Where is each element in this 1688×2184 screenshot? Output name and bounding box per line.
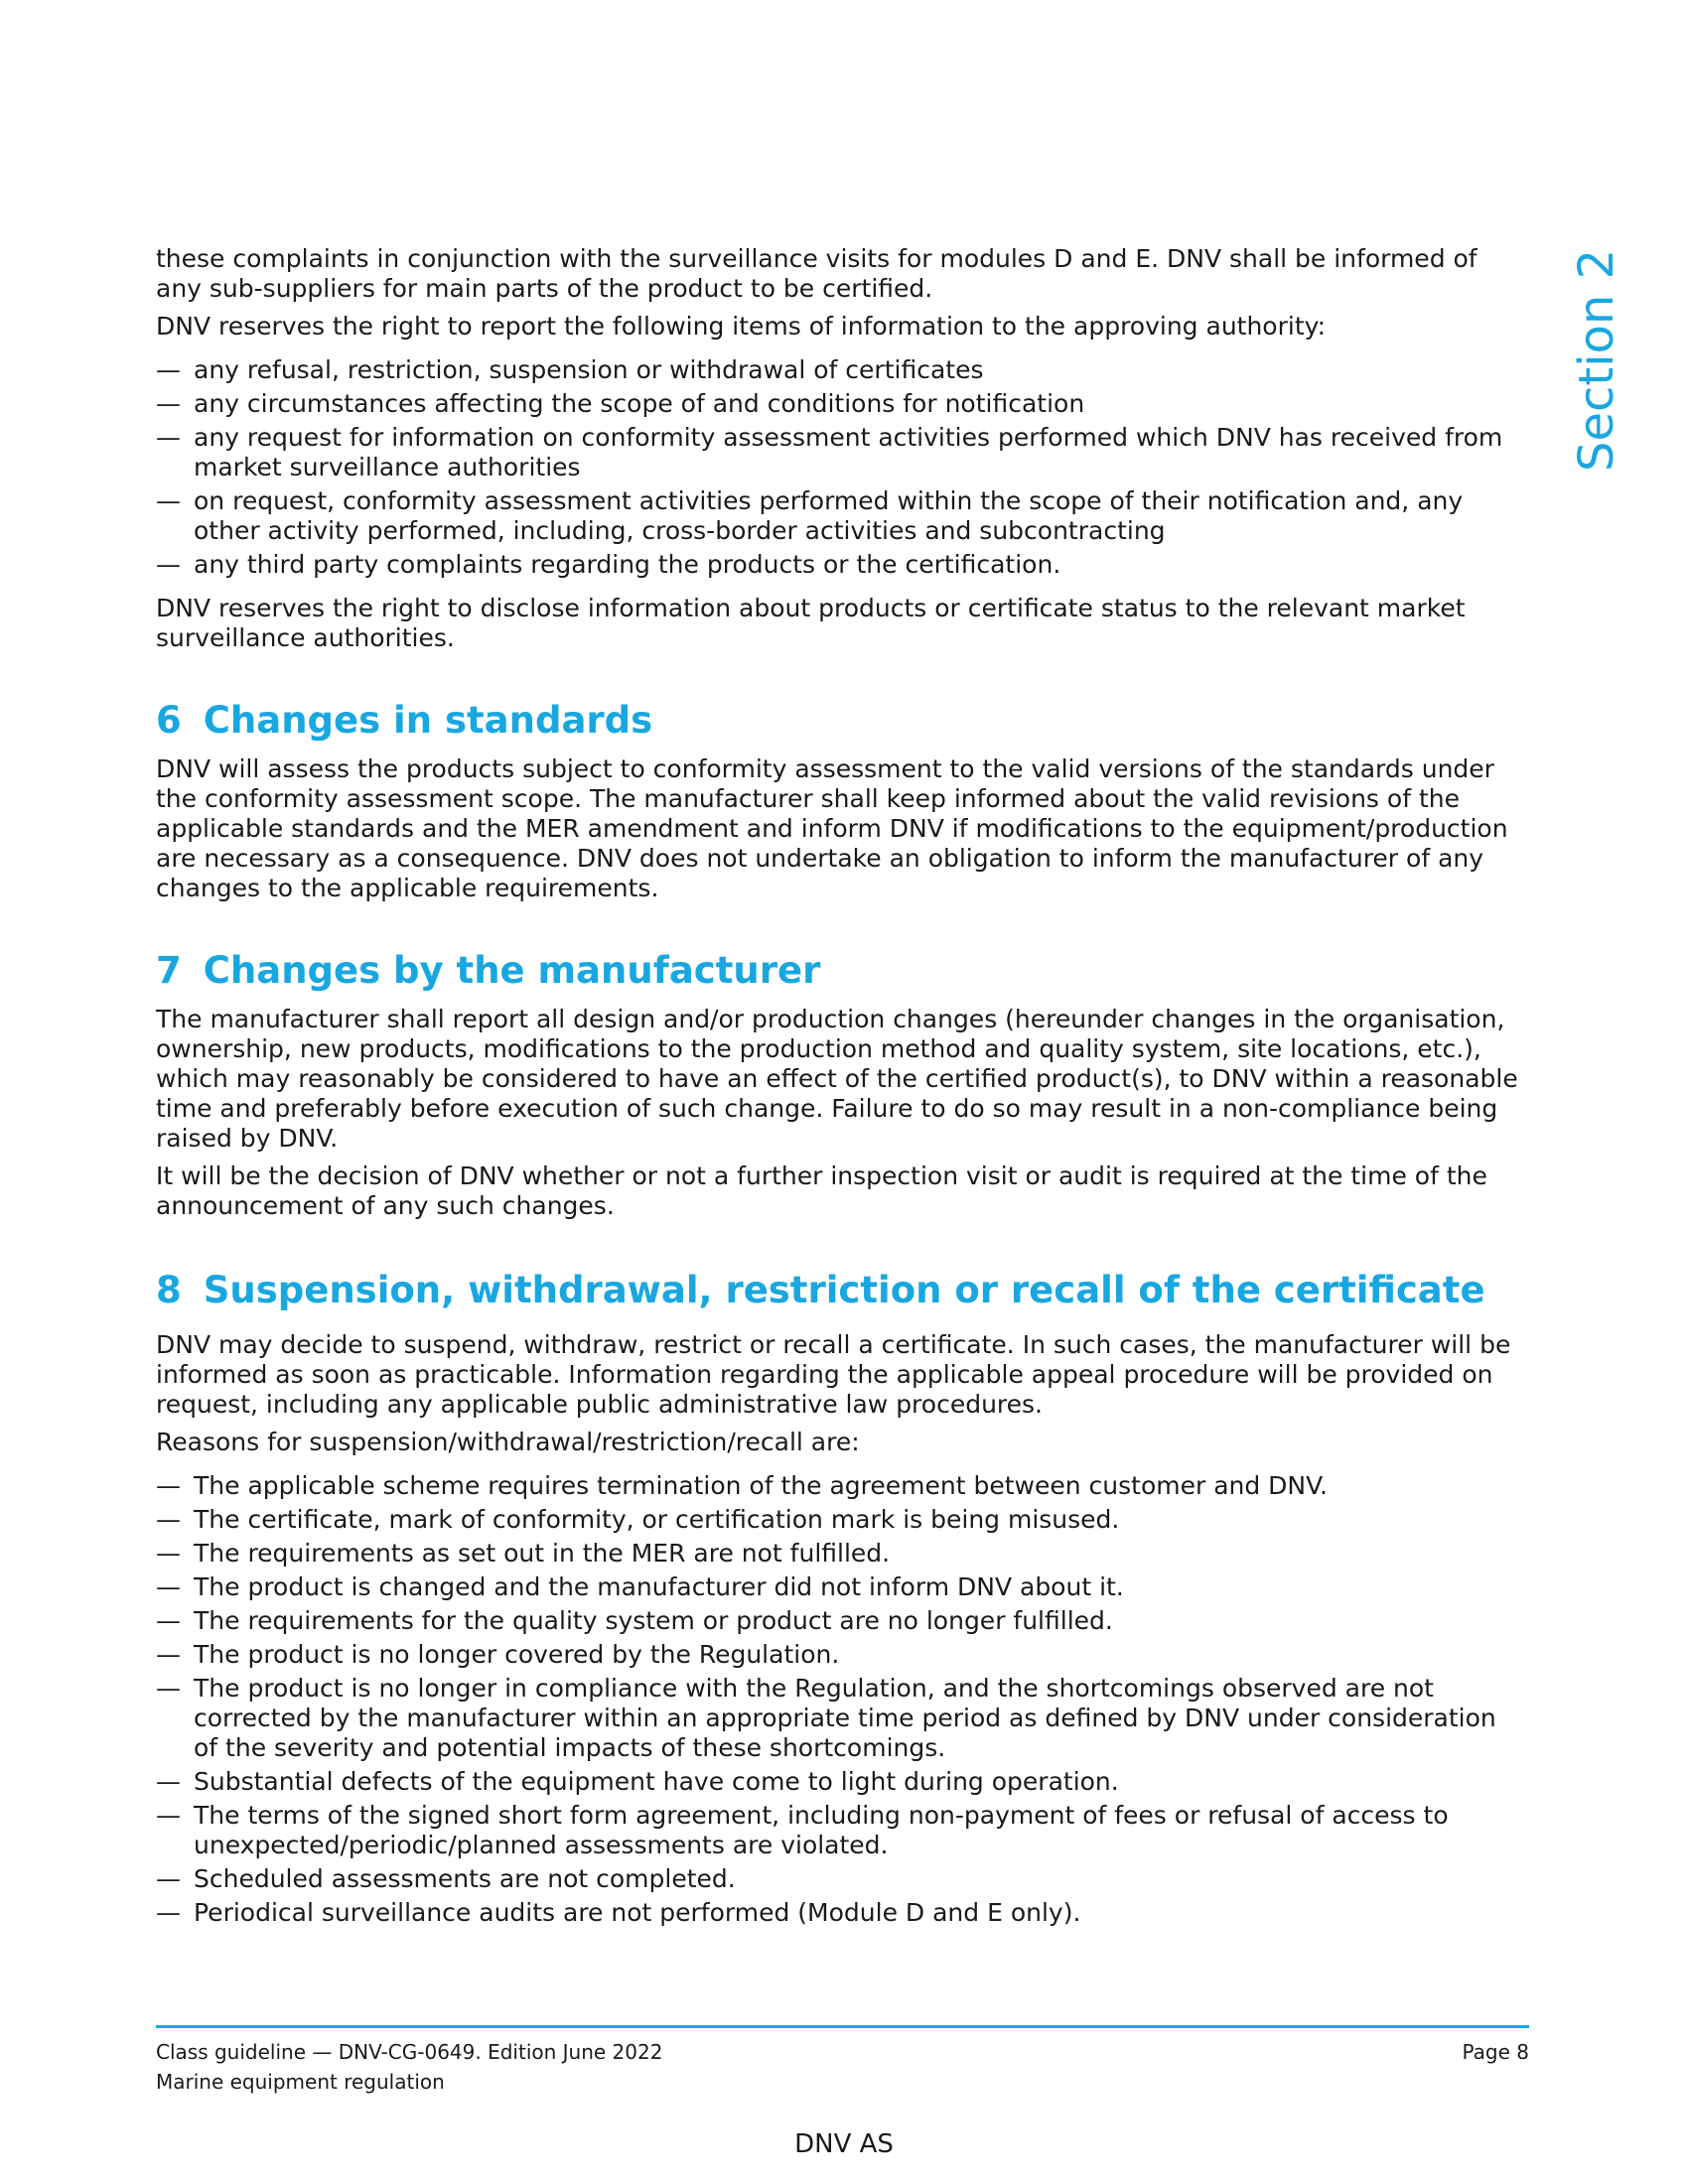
section-6-title: Changes in standards [203,699,653,742]
list-item-text: Scheduled assessments are not completed. [194,1864,736,1893]
section-side-tab [1569,248,1624,680]
list-item [156,1674,1526,1763]
dash-icon: — [156,389,181,418]
list-item [156,1640,1526,1670]
list-item-text: The product is changed and the manufacturer did not inform DNV about it. [194,1572,1124,1601]
section-6-heading [156,699,1526,743]
section-6-paragraph-1: DNV will assess the products subject to conformity assessment to the valid versions of the standards under the conformity assessment scope. The manufacturer shall keep informed about the valid revisions of the applicable standards and the MER amendment and inform DNV if modifications to the equipment/production are necessary as a consequence. DNV does not undertake an obligation to inform the manufacturer of any changes to the applicable requirements. [156,754,1508,902]
list-item [156,1606,1526,1636]
list-item-text: any refusal, restriction, suspension or withdrawal of certificates [194,355,984,384]
list-item [156,389,1526,419]
dash-icon: — [156,1572,181,1601]
footer-organisation: DNV AS [794,2129,894,2159]
footer-divider [156,2025,1529,2028]
section-7-number: 7 [156,949,182,992]
list-item-text: any third party complaints regarding the products or the certification. [194,550,1061,579]
footer-document-subtitle: Marine equipment regulation [156,2070,445,2094]
dash-icon: — [156,1801,181,1830]
list-item [156,1539,1526,1569]
section-7-heading [156,949,1526,993]
list-item [156,1572,1526,1602]
intro-paragraph-2: DNV reserves the right to report the following items of information to the approving authority: [156,312,1327,341]
section-7-paragraph-1: The manufacturer shall report all design and/or production changes (hereunder changes in the organisation, ownership, new products, modifications to the production method and quality system, site locations, etc.), which may reasonably be considered to have an effect of the certified product(s), to DNV within a reasonable time and preferably before execution of such change. Failure to do so may result in a non-compliance being raised by DNV. [156,1005,1518,1153]
intro-paragraph-3: DNV reserves the right to disclose information about products or certificate status to the relevant market surveillance authorities. [156,594,1466,652]
dash-icon: — [156,355,181,384]
section-8-bullet-list [156,1471,1526,1928]
list-item-text: The requirements for the quality system or product are no longer fulfilled. [194,1606,1113,1635]
dash-icon: — [156,550,181,579]
section-7-paragraph-2: It will be the decision of DNV whether or not a further inspection visit or audit is required at the time of the announcement of any such changes. [156,1161,1487,1220]
list-item-text: Periodical surveillance audits are not performed (Module D and E only). [194,1898,1081,1927]
dash-icon: — [156,1864,181,1893]
section-side-tab-label: Section 2 [1569,248,1624,472]
list-item-text: The product is no longer covered by the Regulation. [194,1640,840,1669]
dash-icon: — [156,1674,181,1703]
section-8-title: Suspension, withdrawal, restriction or recall of the certificate [203,1269,1485,1311]
dash-icon: — [156,486,181,515]
list-item-text: The product is no longer in compliance with the Regulation, and the shortcomings observed are not corrected by the manufacturer within an appropriate time period as defined by DNV under consideration of the severity and potential impacts of these shortcomings. [194,1674,1496,1762]
list-item [156,1471,1526,1501]
dash-icon: — [156,423,181,452]
section-8-number: 8 [156,1269,182,1311]
section-6-number: 6 [156,699,182,742]
dash-icon: — [156,1471,181,1500]
section-8-paragraph-2: Reasons for suspension/withdrawal/restriction/recall are: [156,1428,860,1456]
list-item [156,1801,1526,1860]
list-item [156,1898,1526,1928]
section-7-title: Changes by the manufacturer [203,949,821,992]
dash-icon: — [156,1898,181,1927]
dash-icon: — [156,1505,181,1534]
section-8-heading [156,1269,1526,1312]
list-item [156,1767,1526,1797]
list-item [156,550,1526,580]
intro-bullet-list [156,355,1526,580]
list-item-text: Substantial defects of the equipment have come to light during operation. [194,1767,1119,1796]
list-item [156,423,1526,482]
dash-icon: — [156,1606,181,1635]
section-8-paragraph-1: DNV may decide to suspend, withdraw, restrict or recall a certificate. In such cases, the manufacturer will be informed as soon as practicable. Information regarding the applicable appeal procedure will be provided on request, including any applicable public administrative law procedures. [156,1330,1511,1419]
list-item-text: any circumstances affecting the scope of and conditions for notification [194,389,1085,418]
list-item-text: on request, conformity assessment activities performed within the scope of their notification and, any other activity performed, including, cross-border activities and subcontracting [194,486,1464,545]
page-body [156,244,1526,1942]
page-number: Page 8 [1462,2040,1529,2064]
dash-icon: — [156,1539,181,1568]
dash-icon: — [156,1767,181,1796]
list-item [156,1505,1526,1535]
list-item-text: The requirements as set out in the MER are not fulfilled. [194,1539,891,1568]
list-item [156,486,1526,546]
footer-document-title: Class guideline — DNV-CG-0649. Edition June 2022 [156,2040,663,2064]
list-item-text: The terms of the signed short form agreement, including non-payment of fees or refusal of access to unexpected/periodic/planned assessments are violated. [194,1801,1449,1859]
list-item-text: The certificate, mark of conformity, or certification mark is being misused. [194,1505,1120,1534]
footer-info [156,2037,662,2097]
dash-icon: — [156,1640,181,1669]
list-item [156,355,1526,385]
list-item-text: The applicable scheme requires termination of the agreement between customer and DNV. [194,1471,1328,1500]
list-item-text: any request for information on conformity assessment activities performed which DNV has received from market surveillance authorities [194,423,1503,481]
intro-paragraph-1: these complaints in conjunction with the surveillance visits for modules D and E. DNV shall be informed of any sub-suppliers for main parts of the product to be certified. [156,244,1477,303]
list-item [156,1864,1526,1894]
